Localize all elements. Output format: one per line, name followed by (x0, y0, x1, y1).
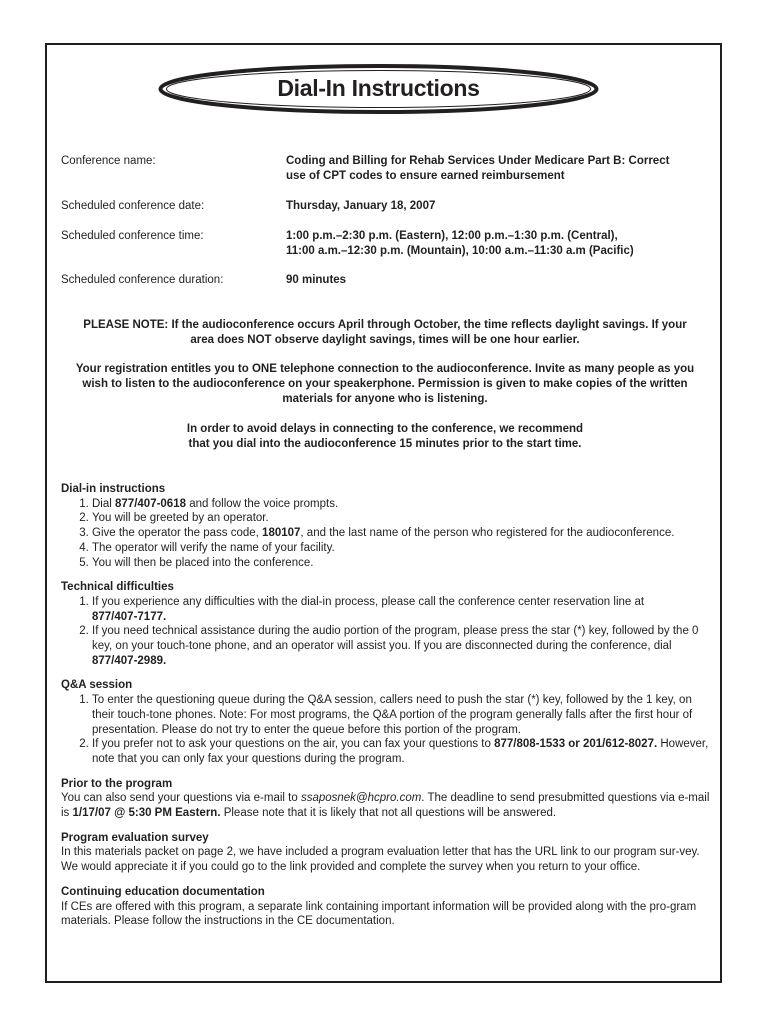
duration-label: Scheduled conference duration: (61, 274, 224, 286)
reservation-phone: 877/407-7177. (92, 610, 167, 623)
date-label: Scheduled conference date: (61, 200, 205, 212)
dial-early-note: In order to avoid delays in connecting to the conference, we recommend that you dial into the audioconference 15 minutes prior to the start time. (186, 423, 584, 450)
registration-note: Your registration entitles you to ONE telephone connection to the audioconference. Invite as many people as you wish to listen to the audioconference on your speakerphone. Permission is given to make copies of the written materials for anyone who is listening. (75, 363, 695, 405)
page-title: Dial-In Instructions (277, 75, 480, 101)
list-item: 1. To enter the questioning queue during the Q&A session, callers need to push the star (*) key, followed by the 1 key, on their touch-tone phones. Note: For most programs, the Q&A portion of the program generally falls after the first hour of presentation. Please do not try to enter the queue before this portion of the program. (92, 693, 712, 737)
survey-title: Program evaluation survey (61, 831, 209, 844)
prior-section (61, 777, 712, 821)
dialin-steps (61, 497, 712, 571)
duration-value: 90 minutes (286, 274, 347, 286)
prior-title: Prior to the program (61, 777, 173, 790)
time-value: 1:00 p.m.–2:30 p.m. (Eastern), 12:00 p.m.–1:30 p.m. (Central), 11:00 a.m.–12:30 p.m. (Mountain), 10:00 a.m.–11:30 a.m (Pacific) (286, 230, 634, 257)
ce-section (61, 885, 712, 929)
qa-title: Q&A session (61, 679, 133, 692)
list-item: 2. If you prefer not to ask your questions on the air, you can fax your questions to 877/808-1533 or 201/612-8027. However, note that you can only fax your questions during the program. (92, 737, 712, 766)
list-item: 4. The operator will verify the name of your facility. (92, 541, 712, 556)
pass-code: 180107 (262, 527, 301, 540)
qa-items (61, 693, 712, 767)
technical-items (61, 595, 712, 669)
fax-numbers: 877/808-1533 or 201/612-8027. (494, 738, 658, 751)
technical-title: Technical difficulties (61, 581, 174, 594)
qa-section (61, 678, 712, 766)
disconnect-phone: 877/407-2989. (92, 654, 167, 667)
daylight-savings-note: PLEASE NOTE: If the audioconference occurs April through October, the time reflects daylight savings. If your area does NOT observe daylight savings, times will be one hour earlier. (83, 319, 687, 346)
dialin-title: Dial-in instructions (61, 483, 166, 495)
conference-name-label: Conference name: (61, 155, 156, 167)
ce-title: Continuing education documentation (61, 885, 265, 898)
list-item: 5. You will then be placed into the conference. (92, 556, 712, 571)
email-link[interactable]: ssaposnek@hcpro.com (300, 792, 422, 805)
technical-section (61, 580, 712, 668)
list-item: 2. You will be greeted by an operator. (92, 511, 712, 526)
dialin-phone: 877/407-0618 (115, 497, 186, 510)
list-item: 3. Give the operator the pass code, 180107, and the last name of the person who registered for the audioconference. (92, 526, 712, 541)
dialin-section (61, 482, 712, 570)
deadline: 1/17/07 @ 5:30 PM Eastern. (72, 807, 221, 820)
prior-text: You can also send your questions via e-mail to ssaposnek@hcpro.com. The deadline to send presubmitted questions via e-mail is 1/17/07 @ 5:30 PM Eastern. Please note that it is likely that not all questions will be answered. (61, 792, 710, 820)
survey-text: In this materials packet on page 2, we have included a program evaluation letter that has the URL link to our program sur-vey. We would appreciate it if you could go to the link provided and complete the survey when you return to your office. (61, 846, 700, 874)
title-banner (158, 62, 599, 116)
list-item: 2. If you need technical assistance during the audio portion of the program, please press the star (*) key, followed by the 0 key, on your touch-tone phone, and an operator will assist you. If you are disconnected during the conference, dial 877/407-2989. (92, 624, 712, 668)
date-value: Thursday, January 18, 2007 (286, 200, 436, 212)
list-item: 1. If you experience any difficulties with the dial-in process, please call the conference center reservation line at 877/407-7177. (92, 595, 712, 624)
list-item: 1. Dial 877/407-0618 and follow the voice prompts. (92, 497, 712, 512)
survey-section (61, 831, 712, 875)
conference-name-value: Coding and Billing for Rehab Services Under Medicare Part B: Correct use of CPT codes to ensure earned reimbursement (286, 155, 670, 182)
time-label: Scheduled conference time: (61, 230, 204, 242)
ce-text: If CEs are offered with this program, a separate link containing important information will be provided along with the pro-gram materials. Please follow the instructions in the CE documentation. (61, 900, 697, 928)
instruction-sections (61, 482, 712, 939)
